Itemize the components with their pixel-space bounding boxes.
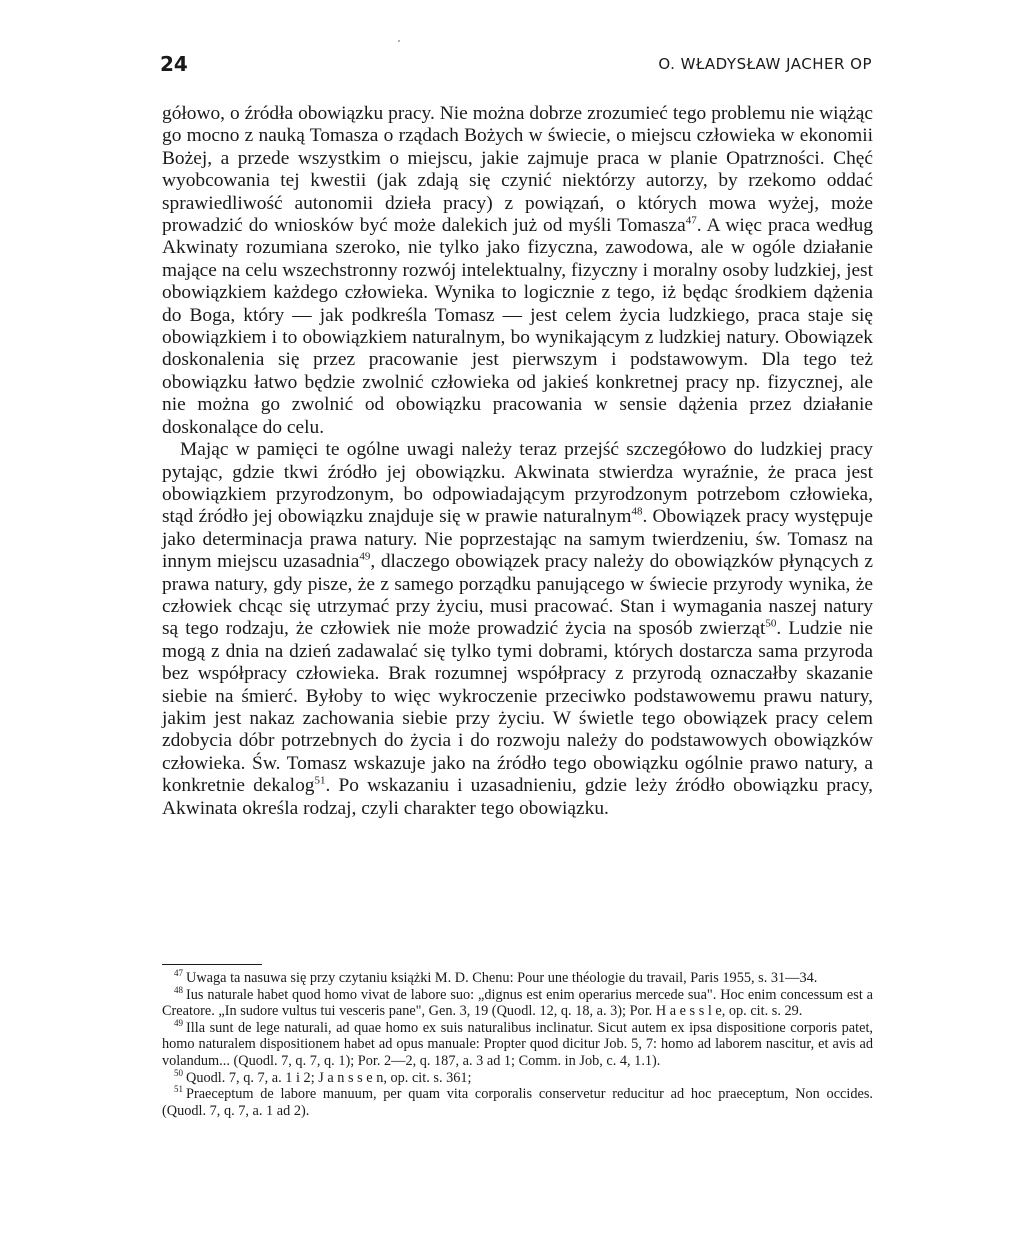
text-segment: gółowo, o źródła obowiązku pracy. Nie można dobrze zrozumieć tego problemu nie wiążąc go mocno z nauką Tomasza o rządach Bożych w świecie, o miejscu człowieka w ekonomii Bożej, a przede wszystkim o miejscu, jakie zajmuje praca w planie Opatrzności. Chęć wyobcowania tej kwestii (jak zdają się czynić niektórzy autorzy, by rzekomo oddać sprawiedliwość autonomii dzieła pracy) z powiązań, o których mowa wyżej, może prowadzić do wniosków być może dalekich już od myśli Tomasza bbox=[162, 103, 873, 237]
footnote-ref: 49 bbox=[359, 550, 371, 563]
footnote bbox=[162, 984, 873, 1020]
footnote bbox=[162, 970, 873, 987]
footnote-ref: 48 bbox=[631, 505, 643, 518]
main-text bbox=[162, 103, 873, 820]
footnote-number: 47 bbox=[174, 968, 183, 979]
footnote bbox=[162, 1020, 873, 1070]
footnote-text: Uwaga ta nasuwa się przy czytaniu książki M. D. Chenu: Pour une théologie du travail, Paris 1955, s. 31—34. bbox=[186, 970, 818, 986]
footnote bbox=[162, 1086, 873, 1119]
footnote-ref: 47 bbox=[685, 214, 697, 227]
page-number: 24 bbox=[160, 52, 188, 76]
footnotes bbox=[162, 970, 873, 1119]
text-segment: . A więc praca według Akwinaty rozumiana szeroko, nie tylko jako fizyczna, zawodowa, ale w ogóle działanie mające na celu wszechstronny rozwój intelektualny, fizyczny i moralny osoby ludzkiej, jest obowiązkiem każdego człowieka. Wynika to logicznie z tego, iż będąc środkiem dążenia do Boga, który — jak podkreśla Tomasz — jest celem życia ludzkiego, praca staje się obowiązkiem i to obowiązkiem naturalnym, bo wynikającym z ludzkiej natury. Obowiązek doskonalenia się przez pracowanie jest pierwszym i podstawowym. Dla tego też obowiązku łatwo będzie zwolnić człowieka od jakieś konkretnej pracy np. fizycznej, ale nie można go zwolnić od obowiązku pracowania w sensie dążenia przez działanie doskonalące do celu. bbox=[162, 215, 874, 438]
footnote-ref: 50 bbox=[765, 617, 777, 630]
text-segment: Mając w pamięci te ogólne uwagi należy teraz przejść szczegółowo do ludzkiej pracy pytając, gdzie tkwi źródło jej obowiązku. Akwinata stwierdza wyraźnie, że praca jest obowiązkiem przyrodzonym, bo odpowiadającym przyrodzonym potrzebom człowieka, stąd źródło jej obowiązku znajduje się w prawie naturalnym bbox=[162, 439, 873, 528]
footnote-text: Illa sunt de lege naturali, ad quae homo ex suis naturalibus inclinatur. Sicut autem ex ipsa dispositione corporis patet, homo naturalem dispositionem habet ad opus manuale: Propter quod dicitur Job. 5, 7: homo ad laborem nascitur, et avis ad volandum... (Quodl. 7, q. 7, q. 1); Por. 2—2, q. 187, a. 3 ad 1; Comm. in Job, c. 4, 1.1). bbox=[162, 1019, 873, 1069]
page-header bbox=[160, 52, 872, 82]
text-segment: . Po wskazaniu i uzasadnieniu, gdzie leży źródło obowiązku pracy, Akwinata określa rodzaj, czyli charakter tego obowiązku. bbox=[162, 775, 874, 819]
footnote bbox=[162, 1067, 873, 1087]
footnote-ref: 51 bbox=[314, 774, 326, 787]
running-head: O. WŁADYSŁAW JACHER OP bbox=[658, 55, 872, 73]
footnote-text: Quodl. 7, q. 7, a. 1 i 2; J a n s s e n, op. cit. s. 361; bbox=[186, 1069, 472, 1086]
footnote-number: 51 bbox=[174, 1084, 183, 1095]
footnote-number: 49 bbox=[174, 1018, 183, 1029]
footnote-text: Praeceptum de labore manuum, per quam vita corporalis conservetur reducitur ad hoc praeceptum, Non occides. (Quodl. 7, q. 7, a. 1 ad 2). bbox=[162, 1086, 873, 1119]
footnote-text: Ius naturale habet quod homo vivat de labore suo: „dignus est enim operarius mercede sua". Hoc enim concessum est a Creatore. „In sudore vultus tui vesceris pane", Gen. 3, 19 (Quodl. 12, q. 18, a. 3); Por. H a e s s l e, op. cit. s. 29. bbox=[162, 986, 873, 1020]
text-segment: , dlaczego obowiązek pracy należy do obowiązków płynących z prawa natury, gdy pisze, że z samego porządku panującego w świecie przyrody wynika, że człowiek chcąc się utrzymać przy życiu, musi pracować. Stan i wymagania naszej natury są tego rodzaju, że człowiek nie może prowadzić życia na sposób zwierząt bbox=[162, 551, 873, 640]
text-segment: . Ludzie nie mogą z dnia na dzień zadawalać się tylko tymi dobrami, których dostarcza sama przyroda bez współpracy człowieka. Brak rozumnej współpracy z przyrodą oznaczałby skazanie siebie na śmierć. Byłoby to więc wykroczenie przeciwko podstawowemu prawu natury, jakim jest nakaz zachowania siebie przy życiu. W świetle tego obowiązek pracy celem zdobycia dóbr potrzebnych do życia i do rozwoju należy do podstawowych obowiązków człowieka. Św. Tomasz wskazuje jako na źródło tego obowiązku ogólnie prawo natury, a konkretnie dekalog bbox=[162, 618, 873, 797]
paragraph bbox=[162, 439, 873, 820]
footnote-number: 48 bbox=[174, 984, 183, 995]
scan-speck bbox=[398, 40, 400, 42]
footnote-number: 50 bbox=[174, 1067, 183, 1078]
footnote-separator bbox=[162, 964, 262, 965]
text-segment: . Obowiązek pracy występuje jako determinacja prawa natury. Nie poprzestając na samym twierdzeniu, św. Tomasz na innym miejscu uzasadnia bbox=[162, 506, 874, 573]
paragraph bbox=[162, 103, 873, 439]
